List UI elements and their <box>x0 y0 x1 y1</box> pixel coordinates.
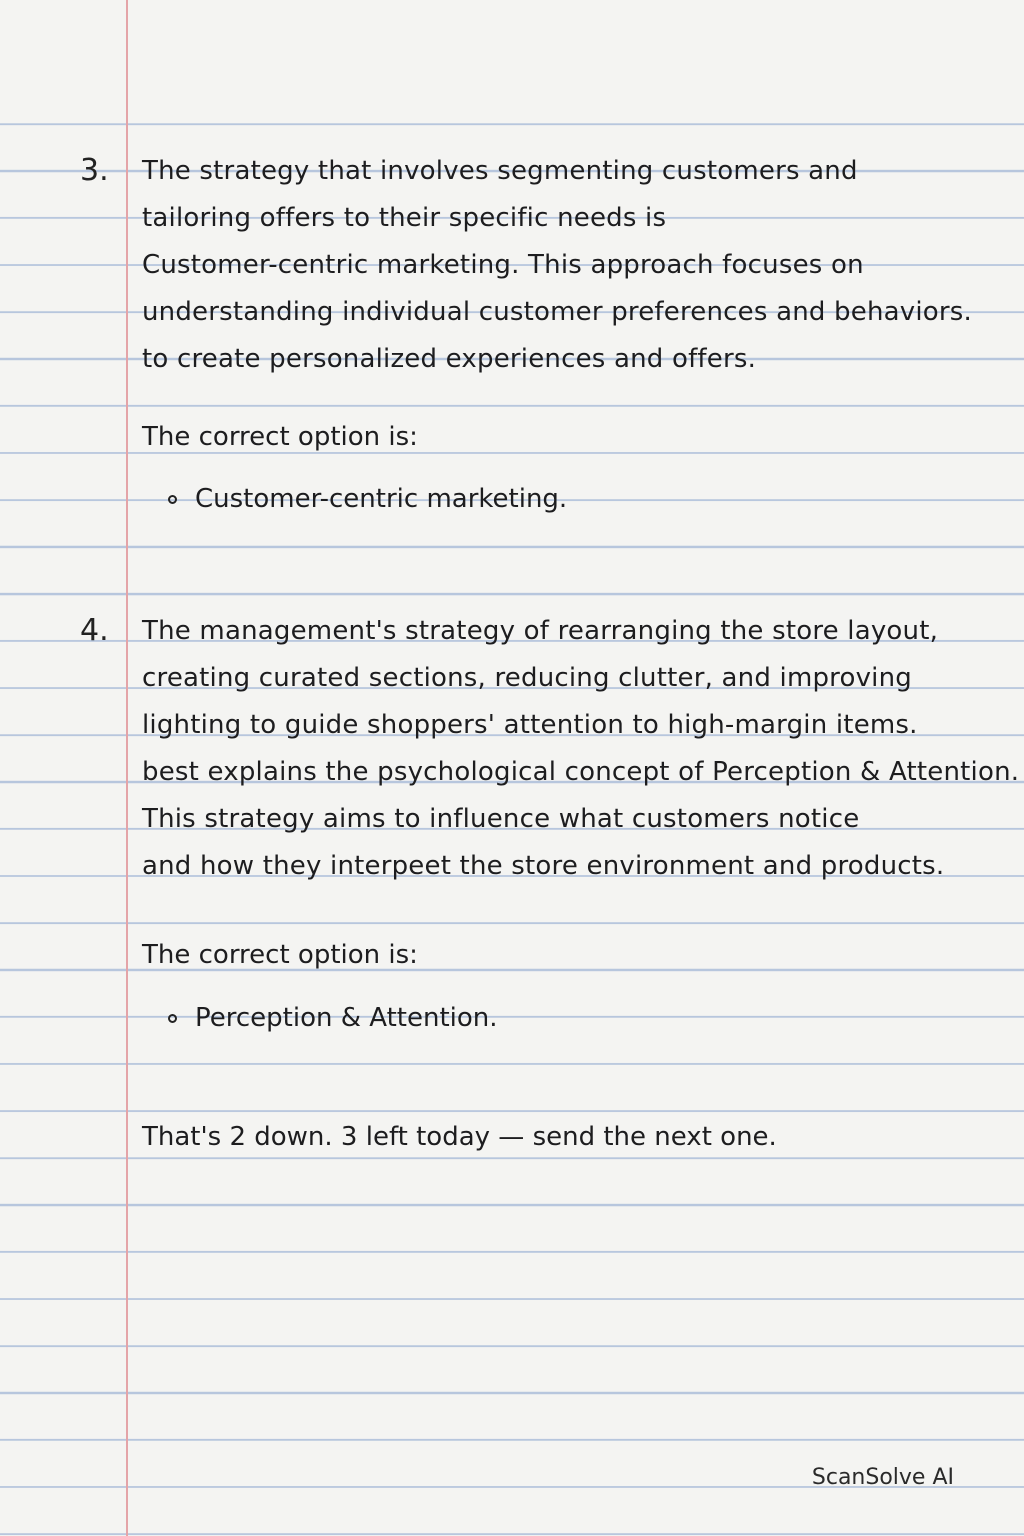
closing-message: That's 2 down. 3 left today — send the next one. <box>142 1122 777 1152</box>
explanation-line: The management's strategy of rearranging the store layout, <box>142 616 939 646</box>
explanation-line: This strategy aims to influence what customers notice <box>142 804 860 834</box>
question-number: 4. <box>80 613 109 648</box>
correct-option <box>168 995 498 1041</box>
correct-option-label: Perception & Attention. <box>195 1003 498 1033</box>
explanation-line: The strategy that involves segmenting customers and <box>142 156 858 186</box>
correct-option-intro: The correct option is: <box>142 422 418 452</box>
explanation-line: to create personalized experiences and offers. <box>142 344 757 374</box>
explanation-line: creating curated sections, reducing clutter, and improving <box>142 663 912 693</box>
page-top-margin <box>0 0 1024 120</box>
correct-option-label: Customer-centric marketing. <box>195 484 568 514</box>
brand-watermark: ScanSolve AI <box>811 1465 954 1490</box>
explanation-line: best explains the psychological concept of Perception & Attention. <box>142 757 1020 787</box>
bullet-icon <box>168 1014 177 1023</box>
explanation-line: Customer-centric marketing. This approach focuses on <box>142 250 864 280</box>
answer-explanation <box>142 148 1002 383</box>
explanation-line: tailoring offers to their specific needs is <box>142 203 667 233</box>
red-margin-line <box>126 0 128 1536</box>
explanation-line: and how they interpeet the store environment and products. <box>142 851 945 881</box>
question-number: 3. <box>80 153 109 188</box>
bullet-icon <box>168 495 177 504</box>
correct-option-intro: The correct option is: <box>142 940 418 970</box>
explanation-line: understanding individual customer preferences and behaviors. <box>142 297 972 327</box>
correct-option <box>168 476 567 522</box>
explanation-line: lighting to guide shoppers' attention to high-margin items. <box>142 710 918 740</box>
answer-explanation <box>142 608 1020 890</box>
